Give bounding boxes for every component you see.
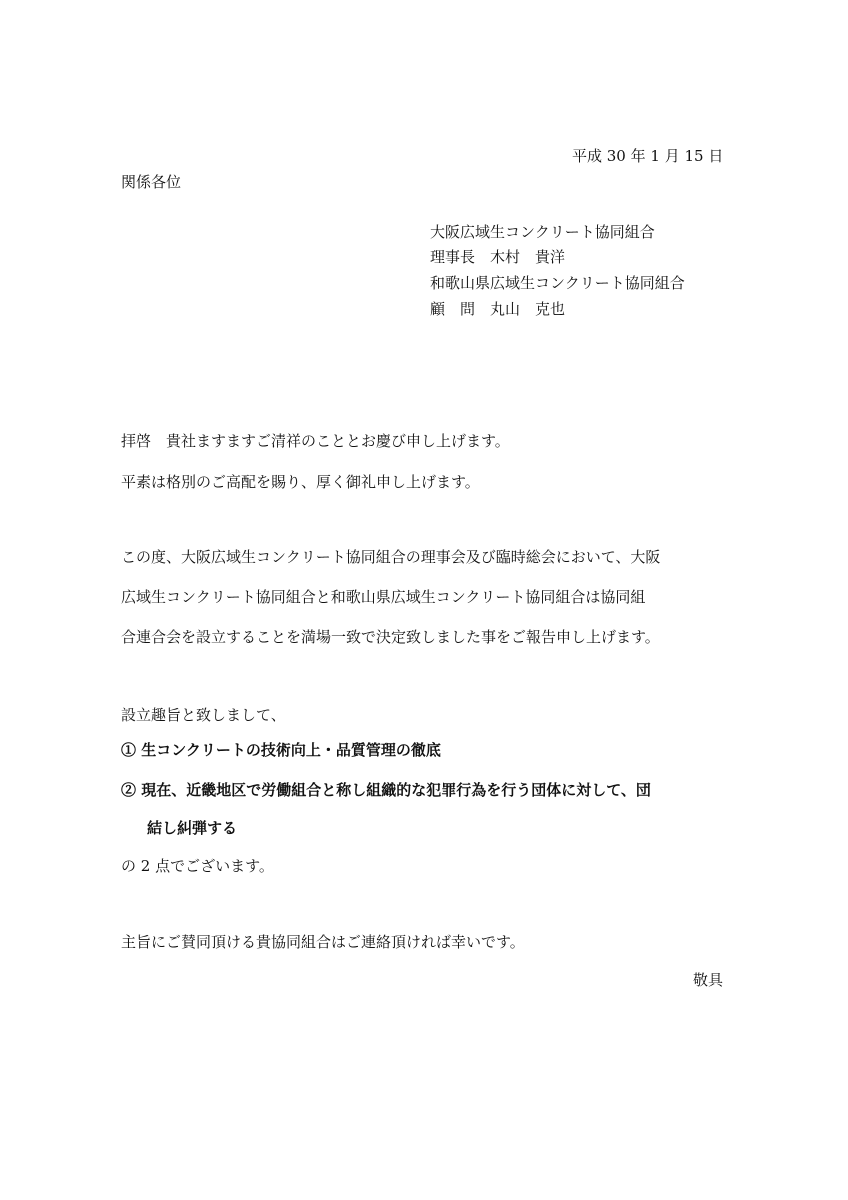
purpose-outro: の 2 点でございます。 — [121, 857, 274, 875]
closing: 敬具 — [693, 971, 724, 989]
purpose-item-2: ② 現在、近畿地区で労働組合と称し組織的な犯罪行為を行う団体に対して、団 — [121, 781, 651, 799]
sender-title-osaka: 理事長 木村 貴洋 — [430, 248, 566, 266]
greeting-line-1: 拝啓 貴社ますますご清祥のこととお慶び申し上げます。 — [121, 432, 510, 450]
addressee: 関係各位 — [121, 173, 182, 191]
purpose-item-2-continuation: 結し糾弾する — [147, 819, 238, 837]
sender-title-wakayama: 顧 問 丸山 克也 — [430, 300, 566, 318]
body-line-3: 合連合会を設立することを満場一致で決定致しました事をご報告申し上げます。 — [121, 628, 660, 646]
sender-org-wakayama: 和歌山県広域生コンクリート協同組合 — [430, 274, 685, 292]
sender-org-osaka: 大阪広域生コンクリート協同組合 — [430, 223, 655, 241]
body-line-1: この度、大阪広域生コンクリート協同組合の理事会及び臨時総会において、大阪 — [121, 548, 661, 566]
body-line-2: 広域生コンクリート協同組合と和歌山県広域生コンクリート協同組合は協同組 — [121, 588, 646, 606]
letter-date: 平成 30 年 1 月 15 日 — [572, 147, 724, 165]
purpose-intro: 設立趣旨と致しまして、 — [121, 706, 286, 724]
purpose-item-1: ① 生コンクリートの技術向上・品質管理の徹底 — [121, 741, 441, 759]
request-line: 主旨にご賛同頂ける貴協同組合はご連絡頂ければ幸いです。 — [121, 933, 525, 951]
greeting-line-2: 平素は格別のご高配を賜り、厚く御礼申し上げます。 — [121, 473, 480, 491]
